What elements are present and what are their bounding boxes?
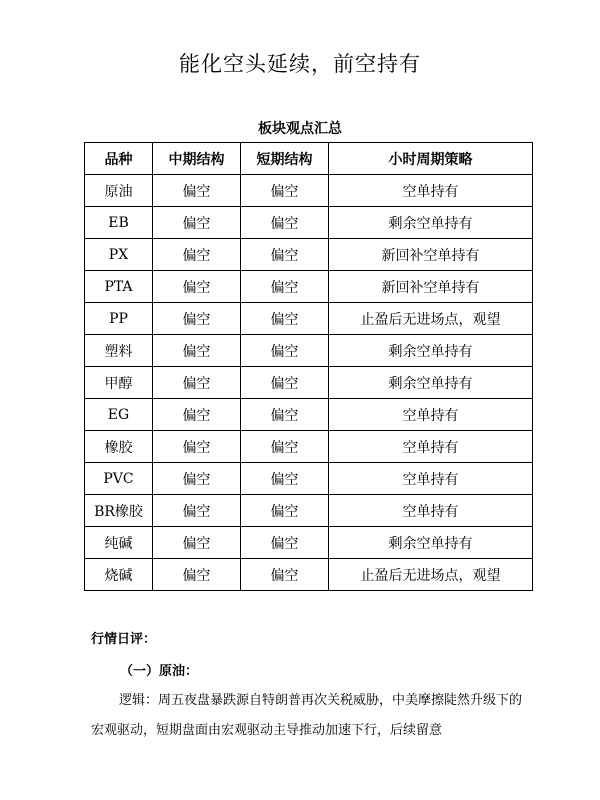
document-title: 能化空头延续，前空持有 bbox=[179, 52, 421, 76]
sector-view-table bbox=[84, 142, 533, 591]
table-row bbox=[85, 271, 533, 303]
cell-mid-term: 偏空 bbox=[153, 175, 241, 207]
cell-short-term: 偏空 bbox=[241, 207, 329, 239]
cell-hourly-strategy: 剩余空单持有 bbox=[329, 207, 533, 239]
cell-mid-term: 偏空 bbox=[153, 239, 241, 271]
cell-hourly-strategy: 空单持有 bbox=[329, 431, 533, 463]
cell-variety: 原油 bbox=[85, 175, 153, 207]
table-row bbox=[85, 367, 533, 399]
cell-mid-term: 偏空 bbox=[153, 431, 241, 463]
cell-variety: PVC bbox=[85, 463, 153, 495]
header-short-term: 短期结构 bbox=[241, 143, 329, 175]
table-row bbox=[85, 335, 533, 367]
cell-variety: PX bbox=[85, 239, 153, 271]
cell-mid-term: 偏空 bbox=[153, 271, 241, 303]
table-row bbox=[85, 399, 533, 431]
table-row bbox=[85, 559, 533, 591]
cell-mid-term: 偏空 bbox=[153, 367, 241, 399]
cell-variety: PP bbox=[85, 303, 153, 335]
cell-hourly-strategy: 空单持有 bbox=[329, 463, 533, 495]
cell-short-term: 偏空 bbox=[241, 527, 329, 559]
cell-mid-term: 偏空 bbox=[153, 463, 241, 495]
table-row bbox=[85, 495, 533, 527]
crude-oil-heading: （一）原油： bbox=[120, 664, 199, 679]
table-caption: 板块观点汇总 bbox=[258, 121, 342, 137]
cell-hourly-strategy: 止盈后无进场点，观望 bbox=[329, 303, 533, 335]
cell-variety: 纯碱 bbox=[85, 527, 153, 559]
cell-mid-term: 偏空 bbox=[153, 559, 241, 591]
cell-short-term: 偏空 bbox=[241, 367, 329, 399]
cell-short-term: 偏空 bbox=[241, 495, 329, 527]
table-row bbox=[85, 175, 533, 207]
cell-variety: EB bbox=[85, 207, 153, 239]
cell-short-term: 偏空 bbox=[241, 175, 329, 207]
header-hourly-strategy: 小时周期策略 bbox=[329, 143, 533, 175]
cell-short-term: 偏空 bbox=[241, 463, 329, 495]
header-variety: 品种 bbox=[85, 143, 153, 175]
cell-hourly-strategy: 新回补空单持有 bbox=[329, 239, 533, 271]
cell-short-term: 偏空 bbox=[241, 335, 329, 367]
table-row bbox=[85, 431, 533, 463]
cell-variety: 橡胶 bbox=[85, 431, 153, 463]
cell-variety: PTA bbox=[85, 271, 153, 303]
header-mid-term: 中期结构 bbox=[153, 143, 241, 175]
cell-variety: 甲醇 bbox=[85, 367, 153, 399]
section-label: 行情日评： bbox=[91, 632, 157, 647]
cell-mid-term: 偏空 bbox=[153, 495, 241, 527]
cell-mid-term: 偏空 bbox=[153, 335, 241, 367]
cell-mid-term: 偏空 bbox=[153, 303, 241, 335]
cell-hourly-strategy: 新回补空单持有 bbox=[329, 271, 533, 303]
cell-hourly-strategy: 止盈后无进场点，观望 bbox=[329, 559, 533, 591]
cell-variety: 烧碱 bbox=[85, 559, 153, 591]
table-row bbox=[85, 463, 533, 495]
table-body bbox=[85, 175, 533, 591]
table-row bbox=[85, 239, 533, 271]
cell-mid-term: 偏空 bbox=[153, 527, 241, 559]
cell-variety: 塑料 bbox=[85, 335, 153, 367]
cell-short-term: 偏空 bbox=[241, 559, 329, 591]
crude-oil-paragraph: 逻辑：周五夜盘暴跌源自特朗普再次关税威胁，中美摩擦陡然升级下的宏观驱动，短期盘面由宏观驱动主导推动加速下行，后续留意 bbox=[91, 693, 523, 738]
cell-short-term: 偏空 bbox=[241, 303, 329, 335]
cell-hourly-strategy: 剩余空单持有 bbox=[329, 335, 533, 367]
cell-mid-term: 偏空 bbox=[153, 399, 241, 431]
cell-variety: BR橡胶 bbox=[85, 495, 153, 527]
cell-hourly-strategy: 剩余空单持有 bbox=[329, 527, 533, 559]
table-row bbox=[85, 207, 533, 239]
cell-mid-term: 偏空 bbox=[153, 207, 241, 239]
table-header-row bbox=[85, 143, 533, 175]
cell-short-term: 偏空 bbox=[241, 399, 329, 431]
cell-hourly-strategy: 空单持有 bbox=[329, 495, 533, 527]
table-row bbox=[85, 527, 533, 559]
cell-hourly-strategy: 剩余空单持有 bbox=[329, 367, 533, 399]
cell-hourly-strategy: 空单持有 bbox=[329, 399, 533, 431]
cell-hourly-strategy: 空单持有 bbox=[329, 175, 533, 207]
cell-variety: EG bbox=[85, 399, 153, 431]
table-row bbox=[85, 303, 533, 335]
cell-short-term: 偏空 bbox=[241, 431, 329, 463]
cell-short-term: 偏空 bbox=[241, 239, 329, 271]
cell-short-term: 偏空 bbox=[241, 271, 329, 303]
